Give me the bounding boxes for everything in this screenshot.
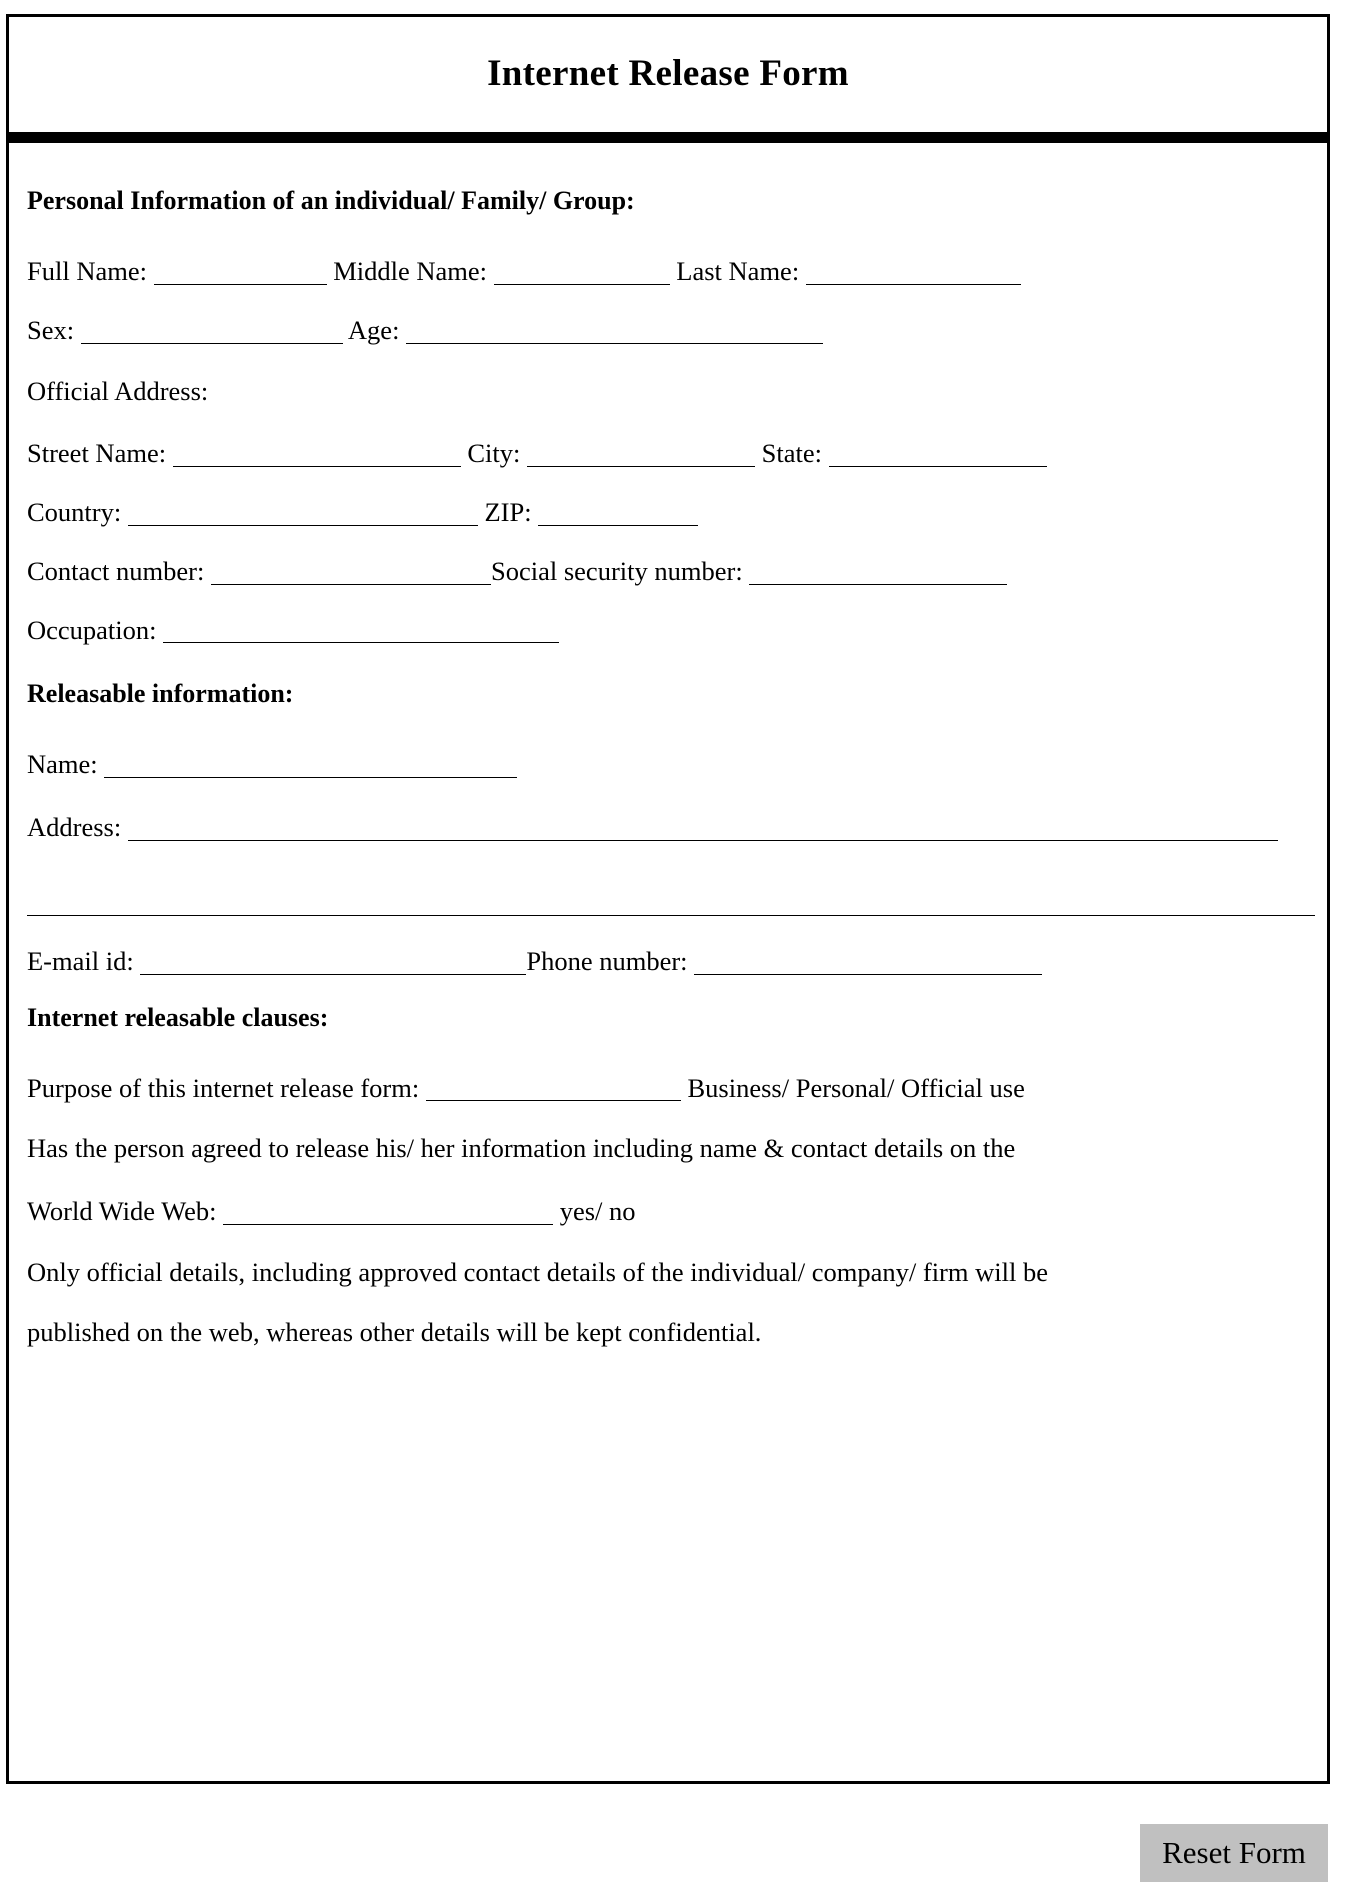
sex-input[interactable] bbox=[81, 315, 343, 344]
phone-number-label: Phone number: bbox=[526, 945, 688, 976]
spacer bbox=[27, 285, 1309, 315]
city-input[interactable] bbox=[527, 438, 755, 467]
spacer bbox=[27, 585, 1309, 615]
full-name-label: Full Name: bbox=[27, 256, 147, 287]
social-security-number-label: Social security number: bbox=[491, 555, 743, 586]
age-label: Age: bbox=[347, 314, 400, 345]
releasable-address-label: Address: bbox=[27, 812, 122, 843]
city-label: City: bbox=[467, 438, 521, 469]
title-divider bbox=[9, 132, 1327, 143]
spacer bbox=[27, 778, 1309, 812]
consent-paragraph-line-1: Has the person agreed to release his/ her information including name & contact details on the bbox=[27, 1133, 1016, 1164]
row-occupation bbox=[27, 615, 1309, 644]
spacer bbox=[27, 526, 1309, 556]
releasable-name-input[interactable] bbox=[104, 749, 517, 778]
zip-label: ZIP: bbox=[484, 496, 532, 527]
age-input[interactable] bbox=[406, 315, 823, 344]
form-body bbox=[9, 143, 1327, 1346]
spacer bbox=[27, 1285, 1309, 1319]
consent-options-text: yes/ no bbox=[559, 1195, 636, 1226]
row-releasable-address-continuation bbox=[27, 887, 1309, 916]
form-document-frame bbox=[6, 14, 1330, 1784]
spacer bbox=[27, 707, 1309, 749]
row-sex-age bbox=[27, 315, 1309, 344]
reset-form-button[interactable]: Reset Form bbox=[1140, 1824, 1328, 1882]
middle-name-input[interactable] bbox=[494, 256, 670, 285]
contact-number-label: Contact number: bbox=[27, 555, 205, 586]
official-address-label: Official Address: bbox=[27, 375, 209, 406]
section-heading-internet-releasable-clauses: Internet releasable clauses: bbox=[27, 1002, 329, 1032]
email-id-label: E-mail id: bbox=[27, 945, 134, 976]
row-world-wide-web-consent bbox=[27, 1196, 1309, 1225]
country-label: Country: bbox=[27, 496, 122, 527]
spacer bbox=[27, 643, 1309, 681]
spacer bbox=[27, 467, 1309, 497]
releasable-address-input-line-2[interactable] bbox=[27, 887, 1315, 916]
row-contact-ssn bbox=[27, 556, 1309, 585]
street-name-label: Street Name: bbox=[27, 438, 167, 469]
spacer bbox=[27, 1162, 1309, 1196]
spacer bbox=[27, 916, 1309, 946]
spacer bbox=[27, 404, 1309, 438]
spacer bbox=[27, 344, 1309, 378]
releasable-address-input-line-1[interactable] bbox=[128, 812, 1278, 841]
page-title: Internet Release Form bbox=[487, 53, 849, 95]
last-name-label: Last Name: bbox=[676, 256, 800, 287]
purpose-input[interactable] bbox=[426, 1073, 681, 1102]
spacer bbox=[27, 1225, 1309, 1259]
state-label: State: bbox=[761, 438, 822, 469]
row-street-city-state bbox=[27, 438, 1309, 467]
world-wide-web-consent-input[interactable] bbox=[223, 1196, 553, 1225]
spacer bbox=[27, 975, 1309, 1005]
spacer bbox=[27, 1101, 1309, 1135]
purpose-options-text: Business/ Personal/ Official use bbox=[687, 1072, 1025, 1103]
occupation-label: Occupation: bbox=[27, 614, 157, 645]
zip-input[interactable] bbox=[538, 497, 698, 526]
purpose-label: Purpose of this internet release form: bbox=[27, 1072, 420, 1103]
middle-name-label: Middle Name: bbox=[333, 256, 488, 287]
state-input[interactable] bbox=[829, 438, 1047, 467]
occupation-input[interactable] bbox=[163, 615, 559, 644]
phone-number-input[interactable] bbox=[694, 946, 1042, 975]
row-official-address-label bbox=[27, 375, 1309, 406]
full-name-input[interactable] bbox=[154, 256, 327, 285]
section-heading-personal-information: Personal Information of an individual/ Family/ Group: bbox=[27, 186, 635, 215]
spacer bbox=[27, 841, 1309, 887]
social-security-number-input[interactable] bbox=[749, 556, 1007, 585]
confidentiality-paragraph-line-2: published on the web, whereas other details will be kept confidential. bbox=[27, 1317, 762, 1348]
spacer bbox=[27, 214, 1309, 256]
country-input[interactable] bbox=[128, 497, 478, 526]
spacer bbox=[27, 1031, 1309, 1073]
confidentiality-paragraph-line-1: Only official details, including approved contact details of the individual/ company/ firm will be bbox=[27, 1256, 1048, 1287]
row-country-zip bbox=[27, 497, 1309, 526]
row-releasable-address bbox=[27, 812, 1309, 841]
email-id-input[interactable] bbox=[140, 946, 526, 975]
section-heading-releasable-information: Releasable information: bbox=[27, 679, 294, 709]
world-wide-web-label: World Wide Web: bbox=[27, 1195, 217, 1226]
street-name-input[interactable] bbox=[173, 438, 461, 467]
row-purpose bbox=[27, 1073, 1309, 1102]
row-releasable-name bbox=[27, 749, 1309, 778]
title-band bbox=[9, 17, 1327, 132]
row-email-phone bbox=[27, 946, 1309, 975]
row-name-fields bbox=[27, 256, 1309, 285]
contact-number-input[interactable] bbox=[211, 556, 491, 585]
releasable-name-label: Name: bbox=[27, 749, 98, 780]
sex-label: Sex: bbox=[27, 314, 75, 345]
last-name-input[interactable] bbox=[806, 256, 1021, 285]
